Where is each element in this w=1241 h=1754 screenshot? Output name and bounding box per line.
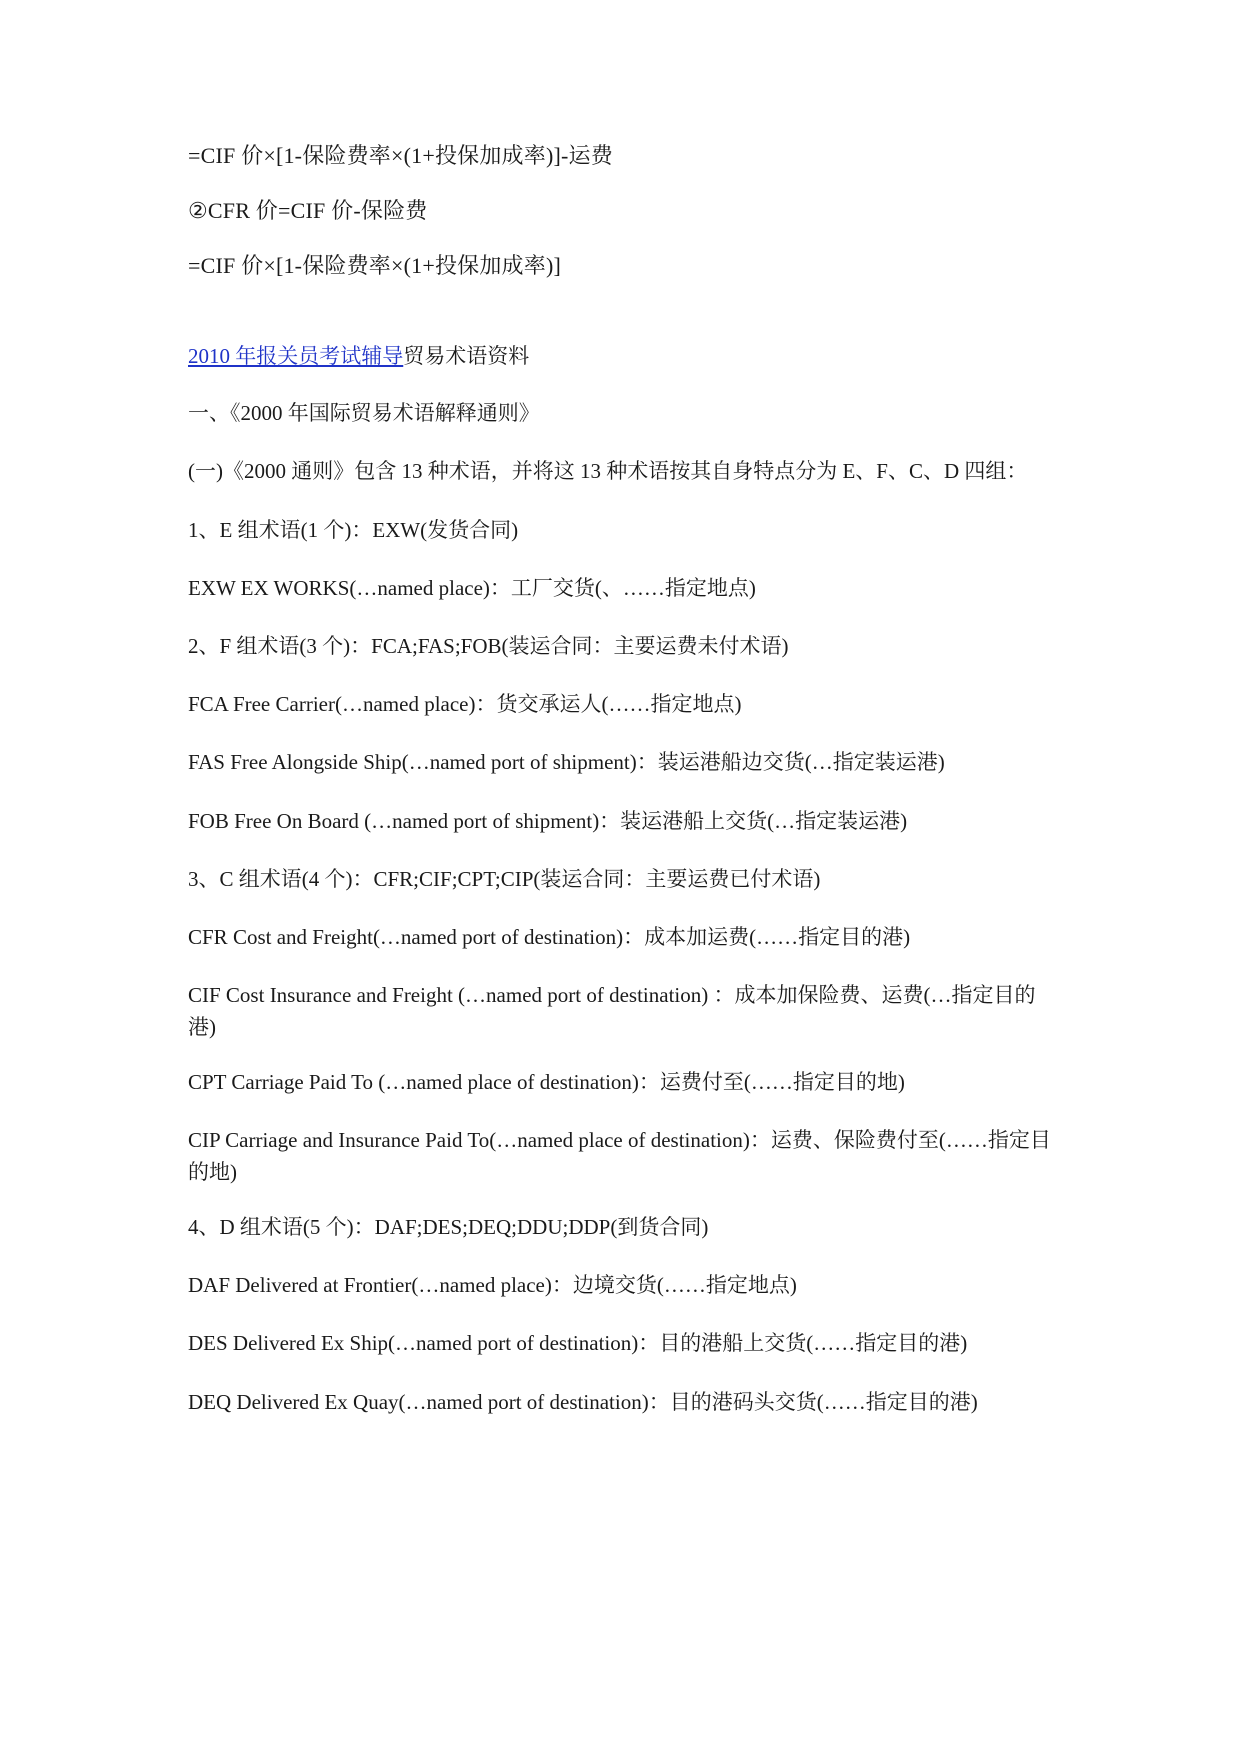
paragraph-group-d: 4、D 组术语(5 个)：DAF;DES;DEQ;DDU;DDP(到货合同) <box>188 1215 709 1239</box>
paragraph-cpt: CPT Carriage Paid To (…named place of destination)：运费付至(……指定目的地) <box>188 1070 905 1094</box>
formula-line-2: ②CFR 价=CIF 价-保险费 <box>188 198 428 223</box>
formula-line-1: =CIF 价×[1-保险费率×(1+投保加成率)]-运费 <box>188 143 613 168</box>
paragraph-deq: DEQ Delivered Ex Quay(…named port of destination)：目的港码头交货(……指定目的港) <box>188 1390 978 1414</box>
paragraph-cif: CIF Cost Insurance and Freight (…named port of destination) ：成本加保险费、运费(…指定目的港) <box>188 983 1036 1039</box>
heading-link[interactable]: 2010 年报关员考试辅导 <box>188 344 404 368</box>
formula-line-3: =CIF 价×[1-保险费率×(1+投保加成率)] <box>188 253 561 278</box>
paragraph-intro: (一)《2000 通则》包含 13 种术语，并将这 13 种术语按其自身特点分为 E、F、C、D 四组： <box>188 459 1028 483</box>
paragraph-fca: FCA Free Carrier(…named place)：货交承运人(……指定地点) <box>188 692 742 716</box>
paragraph-des: DES Delivered Ex Ship(…named port of destination)：目的港船上交货(……指定目的港) <box>188 1331 968 1355</box>
paragraph-fas: FAS Free Alongside Ship(…named port of shipment)：装运港船边交货(…指定装运港) <box>188 750 945 774</box>
paragraph-cfr: CFR Cost and Freight(…named port of destination)：成本加运费(……指定目的港) <box>188 925 911 949</box>
paragraph-chapter-title: 一、《2000 年国际贸易术语解释通则》 <box>188 401 540 425</box>
paragraph-exw: EXW EX WORKS(…named place)：工厂交货(、……指定地点) <box>188 576 756 600</box>
paragraph-group-c: 3、C 组术语(4 个)：CFR;CIF;CPT;CIP(装运合同：主要运费已付术语) <box>188 867 821 891</box>
heading-rest: 贸易术语资料 <box>403 344 530 368</box>
paragraph-cip: CIP Carriage and Insurance Paid To(…named place of destination)：运费、保险费付至(……指定目的地) <box>188 1128 1051 1184</box>
section-heading <box>188 340 1058 372</box>
paragraph-group-f: 2、F 组术语(3 个)：FCA;FAS;FOB(装运合同：主要运费未付术语) <box>188 634 789 658</box>
paragraph-fob: FOB Free On Board (…named port of shipment)：装运港船上交货(…指定装运港) <box>188 809 908 833</box>
paragraph-daf: DAF Delivered at Frontier(…named place)：边境交货(……指定地点) <box>188 1273 797 1297</box>
paragraph-group-e: 1、E 组术语(1 个)：EXW(发货合同) <box>188 518 519 542</box>
